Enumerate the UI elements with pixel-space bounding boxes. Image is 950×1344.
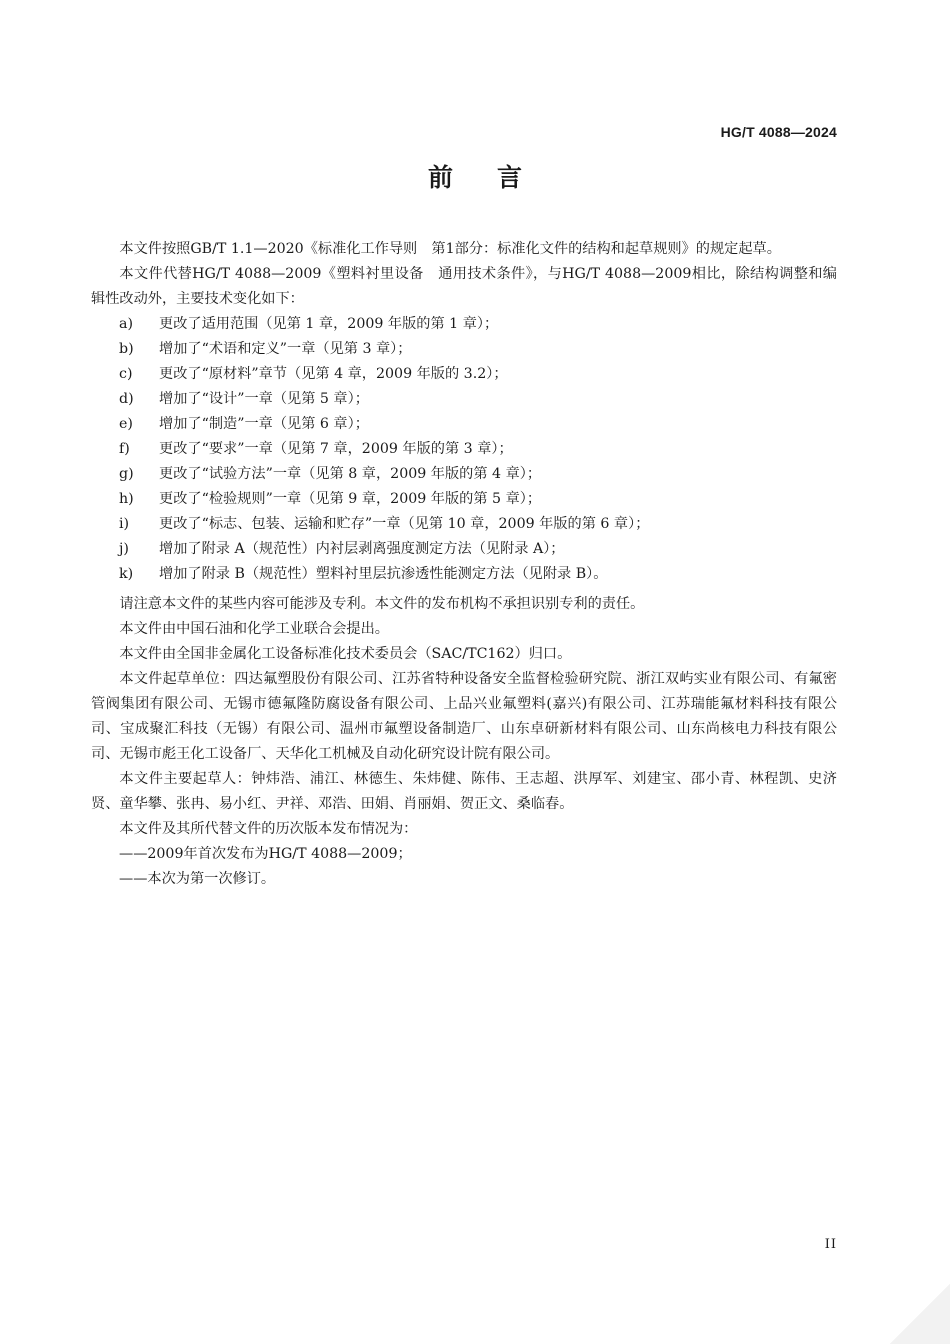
list-text: 更改了“原材料”章节（见第 4 章，2009 年版的 3.2）； xyxy=(159,366,508,382)
list-text: 更改了“要求”一章（见第 7 章，2009 年版的第 3 章）； xyxy=(159,441,513,457)
list-item xyxy=(91,412,837,437)
title-char-1: 前 xyxy=(427,163,453,192)
list-item xyxy=(91,362,837,387)
list-marker: c) xyxy=(119,366,133,382)
page-corner-fold xyxy=(890,1284,950,1344)
paragraph-patent-notice: 请注意本文件的某些内容可能涉及专利。本文件的发布机构不承担识别专利的责任。 xyxy=(119,596,645,612)
document-body xyxy=(91,237,837,892)
page-title xyxy=(0,158,950,194)
list-marker: a) xyxy=(119,316,133,332)
list-item xyxy=(91,337,837,362)
list-marker: i) xyxy=(119,516,130,532)
paragraph-centralized-by: 本文件由全国非金属化工设备标准化技术委员会（SAC/TC162）归口。 xyxy=(119,646,572,662)
list-item xyxy=(91,462,837,487)
list-text: 增加了附录 A（规范性）内衬层剥离强度测定方法（见附录 A）； xyxy=(159,541,565,557)
list-marker: h) xyxy=(119,491,134,507)
paragraph-history-intro: 本文件及其所代替文件的历次版本发布情况为： xyxy=(119,821,418,837)
list-item xyxy=(91,487,837,512)
paragraph-drafting-basis: 本文件按照GB/T 1.1—2020《标准化工作导则 第1部分：标准化文件的结构和起草规则》的规定起草。 xyxy=(119,241,781,257)
paragraph-drafting-units: 本文件起草单位：四达氟塑股份有限公司、江苏省特种设备安全监督检验研究院、浙江双屿实业有限公司、有氟密管阀集团有限公司、无锡市德氟隆防腐设备有限公司、上品兴业氟塑料(嘉兴)有限公司、江苏瑞能氟材料科技有限公司、宝成聚汇科技（无锡）有限公司、温州市氟塑设备制造厂、山东卓研新材料有限公司、山东尚核电力科技有限公司、无锡市彪王化工设备厂、天华化工机械及自动化研究设计院有限公司。 xyxy=(91,671,837,762)
list-marker: k) xyxy=(119,566,134,582)
list-marker: b) xyxy=(119,341,134,357)
list-text: 增加了“设计”一章（见第 5 章）； xyxy=(159,391,369,407)
list-text: 增加了“术语和定义”一章（见第 3 章）； xyxy=(159,341,412,357)
list-marker: e) xyxy=(119,416,133,432)
title-char-2: 言 xyxy=(497,163,523,192)
page-number: II xyxy=(824,1237,837,1252)
list-item xyxy=(91,537,837,562)
paragraph-proposed-by: 本文件由中国石油和化学工业联合会提出。 xyxy=(119,621,389,637)
paragraph-drafters: 本文件主要起草人：钟炜浩、浦江、林德生、朱炜健、陈伟、王志超、洪厚军、刘建宝、邵小青、林程凯、史济贤、童华攀、张冉、易小红、尹祥、邓浩、田娟、肖丽娟、贺正文、桑临春。 xyxy=(91,771,837,812)
list-text: 增加了“制造”一章（见第 6 章）； xyxy=(159,416,369,432)
list-item xyxy=(91,437,837,462)
list-item xyxy=(91,512,837,537)
list-text: 增加了附录 B（规范性）塑料衬里层抗渗透性能测定方法（见附录 B）。 xyxy=(159,566,608,582)
list-marker: j) xyxy=(119,541,129,557)
list-item xyxy=(91,387,837,412)
standard-code: HG/T 4088—2024 xyxy=(720,124,837,140)
list-text: 更改了“试验方法”一章（见第 8 章，2009 年版的第 4 章）； xyxy=(159,466,542,482)
list-text: 更改了“标志、包装、运输和贮存”一章（见第 10 章，2009 年版的第 6 章）； xyxy=(159,516,650,532)
history-item: ——本次为第一次修订。 xyxy=(119,871,276,887)
list-text: 更改了“检验规则”一章（见第 9 章，2009 年版的第 5 章）； xyxy=(159,491,542,507)
list-marker: d) xyxy=(119,391,134,407)
list-marker: f) xyxy=(119,441,130,457)
paragraph-replacement: 本文件代替HG/T 4088—2009《塑料衬里设备 通用技术条件》，与HG/T 4088—2009相比，除结构调整和编辑性改动外，主要技术变化如下： xyxy=(91,266,837,307)
list-item xyxy=(91,312,837,337)
list-marker: g) xyxy=(119,466,134,482)
technical-changes-list xyxy=(91,312,837,587)
list-item xyxy=(91,562,837,587)
list-text: 更改了适用范围（见第 1 章，2009 年版的第 1 章）； xyxy=(159,316,499,332)
history-item: ——2009年首次发布为HG/T 4088—2009； xyxy=(119,846,412,862)
